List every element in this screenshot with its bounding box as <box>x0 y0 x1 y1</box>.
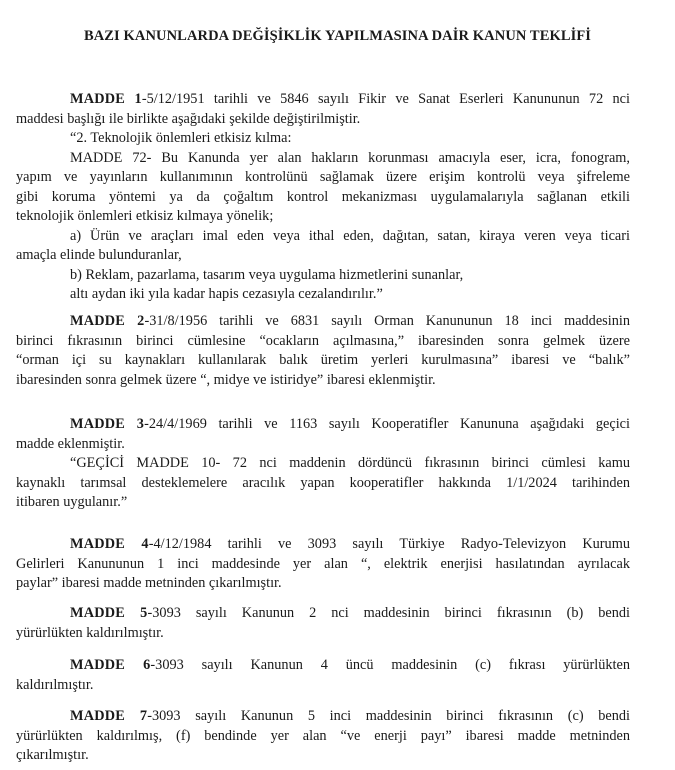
article-6-line-1: MADDE 6-3093 sayılı Kanunun 4 üncü maddesinin (c) fıkrası yürürlükten <box>70 657 630 673</box>
article-1-line-8: a) Ürün ve araçları imal eden veya ithal eden, dağıtan, satan, kiraya veren veya ticari <box>70 227 630 244</box>
article-7-label: MADDE 7 <box>70 708 148 724</box>
article-1 <box>16 90 630 305</box>
article-1-line-10: b) Reklam, pazarlama, tasarım veya uygulama hizmetlerini sunanlar, <box>70 266 464 283</box>
article-1-line-9: amaçla elinde bulunduranlar, <box>16 247 182 263</box>
article-4-label: MADDE 4 <box>70 536 149 552</box>
article-2-line-3: “orman içi su kaynakları kullanılarak balık üretim yerleri kurulmasına” ibaresi ve “balık” <box>16 352 630 368</box>
article-3-line-4: kaynaklı tarımsal desteklemelere aracılık yapan kooperatifler hakkında 1/1/2024 tarihinden <box>16 474 630 491</box>
article-4-line-3: paylar” ibaresi madde metninden çıkarılmıştır. <box>16 575 282 591</box>
article-1-line-6: gibi koruma yöntemi ya da çoğaltım kontrol mekanizması uygulamalarıyla sağlanan etkili <box>16 188 630 205</box>
article-1-line-3: “2. Teknolojik önlemleri etkisiz kılma: <box>70 130 292 146</box>
article-2-line-2: birinci fıkrasının birinci cümlesine “ocakların açılmasına,” ibaresinden sonra gelmek üzere <box>16 332 630 349</box>
article-2-line-4: ibaresinden sonra gelmek üzere “, midye ve istiridye” ibaresi eklenmiştir. <box>16 371 436 388</box>
article-2 <box>16 312 630 390</box>
article-1-label: MADDE 1 <box>70 91 142 107</box>
article-3-line-1: MADDE 3-24/4/1969 tarihli ve 1163 sayılı Kooperatifler Kanununa aşağıdaki geçici <box>70 416 630 432</box>
article-6-label: MADDE 6 <box>70 657 151 673</box>
article-7 <box>16 707 630 766</box>
article-7-line-1: MADDE 7-3093 sayılı Kanunun 5 inci maddesinin birinci fıkrasının (c) bendi <box>70 708 630 724</box>
article-3-line-2: madde eklenmiştir. <box>16 435 125 452</box>
article-2-label: MADDE 2 <box>70 313 145 329</box>
article-1-line-1: MADDE 1-5/12/1951 tarihli ve 5846 sayılı Fikir ve Sanat Eserleri Kanununun 72 nci <box>70 91 630 107</box>
article-2-line-1: MADDE 2-31/8/1956 tarihli ve 6831 sayılı Orman Kanununun 18 inci maddesinin <box>70 313 630 329</box>
article-6-line-2: kaldırılmıştır. <box>16 676 94 693</box>
article-5-line-2: yürürlükten kaldırılmıştır. <box>16 624 164 641</box>
document-title: BAZI KANUNLARDA DEĞİŞİKLİK YAPILMASINA DAİR KANUN TEKLİFİ <box>83 28 592 44</box>
article-4 <box>16 535 630 594</box>
article-4-line-2: Gelirleri Kanununun 1 inci maddesinde yer alan “, elektrik enerjisi hasılatından ayrılacak <box>16 555 630 572</box>
article-1-line-2: maddesi başlığı ile birlikte aşağıdaki şekilde değiştirilmiştir. <box>16 110 361 127</box>
article-5-line-1: MADDE 5-3093 sayılı Kanunun 2 nci maddesinin birinci fıkrasının (b) bendi <box>70 605 630 621</box>
article-3-label: MADDE 3 <box>70 416 145 432</box>
article-6 <box>16 656 630 695</box>
article-5 <box>16 604 630 643</box>
article-1-line-5: yapım ve yayınların kullanımının kontrolünü sağlamak üzere erişim kontrolü veya şifreleme <box>16 169 630 185</box>
article-1-line-7: teknolojik önlemleri etkisiz kılmaya yönelik; <box>16 208 274 224</box>
article-1-line-11: altı aydan iki yıla kadar hapis cezasıyla cezalandırılır.” <box>70 286 383 302</box>
article-7-line-2: yürürlükten kaldırılmış, (f) bendinde yer alan “ve enerji payı” ibaresi madde metninden <box>16 727 630 744</box>
article-1-line-4: MADDE 72- Bu Kanunda yer alan hakların korunması amacıyla eser, icra, fonogram, <box>70 149 630 166</box>
article-4-line-1: MADDE 4-4/12/1984 tarihli ve 3093 sayılı Türkiye Radyo-Televizyon Kurumu <box>70 536 630 552</box>
article-3 <box>16 415 630 513</box>
article-5-label: MADDE 5 <box>70 605 148 621</box>
article-7-line-3: çıkarılmıştır. <box>16 747 89 763</box>
article-3-line-3: “GEÇİCİ MADDE 10- 72 nci maddenin dördüncü fıkrasının birinci cümlesi kamu <box>70 455 630 471</box>
article-3-line-5: itibaren uygulanır.” <box>16 494 128 510</box>
